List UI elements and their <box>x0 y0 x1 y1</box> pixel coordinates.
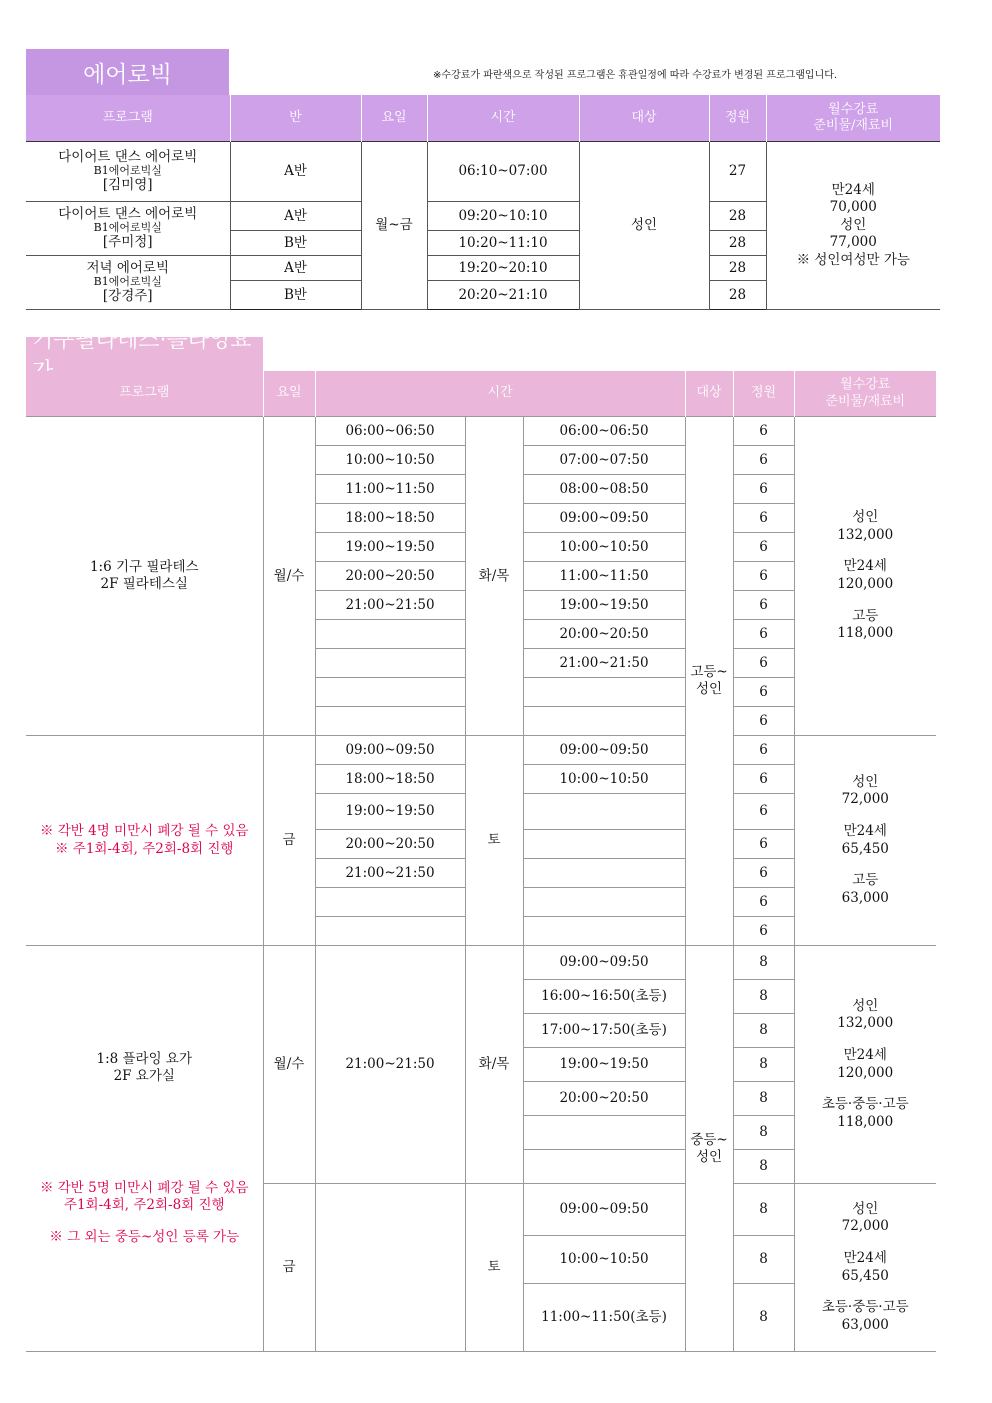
capacity-cell: 6 <box>733 620 794 649</box>
time-cell: 19:00~19:50 <box>315 533 465 562</box>
time-cell <box>523 794 685 830</box>
aerobic-schedule-table <box>26 95 940 310</box>
time-cell: 19:00~19:50 <box>523 1048 685 1082</box>
target-cell: 고등~ 성인 <box>685 417 733 946</box>
time-cell <box>523 859 685 888</box>
capacity-cell: 28 <box>709 202 766 231</box>
pilates-notes-cell: ※ 각반 4명 미만시 폐강 될 수 있음 ※ 주1회-4회, 주2회-8회 진행 <box>26 736 263 946</box>
header-program: 프로그램 <box>26 95 230 142</box>
time-cell <box>315 1184 465 1352</box>
aerobic-section-title: 에어로빅 <box>26 49 229 95</box>
target-cell: 성인 <box>579 142 709 310</box>
day-cell: 월/수 <box>263 417 315 736</box>
program-cell: 저녁 에어로빅 B1에어로빅실 [강경주] <box>26 256 230 310</box>
time-cell: 06:00~06:50 <box>315 417 465 446</box>
time-cell: 21:00~21:50 <box>315 859 465 888</box>
capacity-cell: 8 <box>733 1236 794 1284</box>
capacity-cell: 6 <box>733 591 794 620</box>
header-fee: 월수강료 준비물/재료비 <box>766 95 940 142</box>
class-cell: A반 <box>230 142 361 202</box>
time-cell: 10:00~10:50 <box>315 446 465 475</box>
time-cell: 09:20~10:10 <box>427 202 579 231</box>
capacity-cell: 6 <box>733 417 794 446</box>
yoga-program-cell: 1:8 플라잉 요가 2F 요가실 ※ 각반 5명 미만시 폐강 될 수 있음 주1회-4회, 주2회-8회 진행 ※ 그 외는 중등~성인 등록 가능 <box>26 946 263 1352</box>
capacity-cell: 6 <box>733 888 794 917</box>
time-cell: 21:00~21:50 <box>523 649 685 678</box>
capacity-cell: 8 <box>733 1082 794 1116</box>
class-cell: A반 <box>230 256 361 281</box>
time-cell: 06:10~07:00 <box>427 142 579 202</box>
header-capacity: 정원 <box>733 371 794 417</box>
time-cell <box>523 707 685 736</box>
capacity-cell: 6 <box>733 765 794 794</box>
time-cell: 10:00~10:50 <box>523 1236 685 1284</box>
class-cell: B반 <box>230 281 361 310</box>
time-cell: 20:00~20:50 <box>523 1082 685 1116</box>
time-cell: 18:00~18:50 <box>315 504 465 533</box>
capacity-cell: 28 <box>709 281 766 310</box>
fee-cell: 만24세 70,000 성인 77,000 ※ 성인여성만 가능 <box>766 142 940 310</box>
time-cell <box>523 678 685 707</box>
time-cell: 17:00~17:50(초등) <box>523 1014 685 1048</box>
time-cell <box>315 888 465 917</box>
days-cell: 월~금 <box>361 142 427 310</box>
header-target: 대상 <box>579 95 709 142</box>
time-cell <box>523 917 685 946</box>
capacity-cell: 6 <box>733 830 794 859</box>
time-cell <box>315 649 465 678</box>
time-cell: 11:00~11:50 <box>315 475 465 504</box>
time-cell: 09:00~09:50 <box>315 736 465 765</box>
time-cell: 09:00~09:50 <box>523 736 685 765</box>
capacity-cell: 6 <box>733 736 794 765</box>
day-cell: 금 <box>263 736 315 946</box>
time-cell <box>523 888 685 917</box>
time-cell: 16:00~16:50(초등) <box>523 980 685 1014</box>
capacity-cell: 6 <box>733 649 794 678</box>
day-cell: 토 <box>465 1184 523 1352</box>
target-cell: 중등~ 성인 <box>685 946 733 1352</box>
time-cell <box>315 620 465 649</box>
capacity-cell: 8 <box>733 980 794 1014</box>
time-cell: 20:20~21:10 <box>427 281 579 310</box>
time-cell <box>315 707 465 736</box>
day-cell: 토 <box>465 736 523 946</box>
time-cell: 11:00~11:50(초등) <box>523 1284 685 1352</box>
program-cell: 다이어트 댄스 에어로빅 B1에어로빅실 [주미정] <box>26 202 230 256</box>
table-row <box>26 946 936 980</box>
time-cell <box>523 1150 685 1184</box>
time-cell: 10:00~10:50 <box>523 533 685 562</box>
time-cell: 11:00~11:50 <box>523 562 685 591</box>
capacity-cell: 6 <box>733 475 794 504</box>
capacity-cell: 6 <box>733 917 794 946</box>
pilates-yoga-schedule-table <box>26 371 936 1352</box>
time-cell <box>315 917 465 946</box>
day-cell: 화/목 <box>465 946 523 1184</box>
capacity-cell: 8 <box>733 1116 794 1150</box>
capacity-cell: 6 <box>733 562 794 591</box>
header-time: 시간 <box>427 95 579 142</box>
class-cell: A반 <box>230 202 361 231</box>
fee-cell: 성인 132,000 만24세 120,000 초등·중등·고등 118,000 <box>794 946 936 1184</box>
header-days: 요일 <box>361 95 427 142</box>
capacity-cell: 8 <box>733 1014 794 1048</box>
class-cell: B반 <box>230 231 361 256</box>
time-cell: 09:00~09:50 <box>523 1184 685 1236</box>
time-cell: 21:00~21:50 <box>315 591 465 620</box>
time-cell: 06:00~06:50 <box>523 417 685 446</box>
capacity-cell: 8 <box>733 1150 794 1184</box>
capacity-cell: 8 <box>733 1284 794 1352</box>
program-cell: 다이어트 댄스 에어로빅 B1에어로빅실 [김미영] <box>26 142 230 202</box>
header-fee: 월수강료 준비물/재료비 <box>794 371 936 417</box>
header-days: 요일 <box>263 371 315 417</box>
day-cell: 화/목 <box>465 417 523 736</box>
time-cell: 09:00~09:50 <box>523 504 685 533</box>
time-cell <box>523 1116 685 1150</box>
time-cell <box>315 678 465 707</box>
capacity-cell: 6 <box>733 707 794 736</box>
time-cell: 10:00~10:50 <box>523 765 685 794</box>
time-cell: 09:00~09:50 <box>523 946 685 980</box>
header-program: 프로그램 <box>26 371 263 417</box>
time-cell <box>523 830 685 859</box>
time-cell: 19:00~19:50 <box>315 794 465 830</box>
time-cell: 07:00~07:50 <box>523 446 685 475</box>
time-cell: 19:20~20:10 <box>427 256 579 281</box>
fee-cell: 성인 72,000 만24세 65,450 초등·중등·고등 63,000 <box>794 1184 936 1352</box>
capacity-cell: 6 <box>733 794 794 830</box>
time-cell: 10:20~11:10 <box>427 231 579 256</box>
time-cell: 08:00~08:50 <box>523 475 685 504</box>
time-cell: 20:00~20:50 <box>523 620 685 649</box>
capacity-cell: 8 <box>733 946 794 980</box>
capacity-cell: 6 <box>733 446 794 475</box>
time-cell: 20:00~20:50 <box>315 830 465 859</box>
pilates-section-title: 기구필라테스·플라잉요 <box>26 337 263 371</box>
fee-cell: 성인 72,000 만24세 65,450 고등 63,000 <box>794 736 936 946</box>
header-class: 반 <box>230 95 361 142</box>
pilates-program-cell: 1:6 기구 필라테스 2F 필라테스실 <box>26 417 263 736</box>
capacity-cell: 8 <box>733 1048 794 1082</box>
capacity-cell: 28 <box>709 231 766 256</box>
fee-change-note: ※수강료가 파란색으로 작성된 프로그램은 휴관일정에 따라 수강료가 변경된 프로그램입니다. <box>433 70 838 81</box>
header-time: 시간 <box>315 371 685 417</box>
capacity-cell: 27 <box>709 142 766 202</box>
table-row <box>26 736 936 765</box>
capacity-cell: 6 <box>733 533 794 562</box>
table-row <box>26 417 936 446</box>
capacity-cell: 8 <box>733 1184 794 1236</box>
header-target: 대상 <box>685 371 733 417</box>
time-cell: 19:00~19:50 <box>523 591 685 620</box>
header-capacity: 정원 <box>709 95 766 142</box>
time-cell: 21:00~21:50 <box>315 946 465 1184</box>
capacity-cell: 6 <box>733 859 794 888</box>
fee-cell: 성인 132,000 만24세 120,000 고등 118,000 <box>794 417 936 736</box>
capacity-cell: 6 <box>733 504 794 533</box>
time-cell: 20:00~20:50 <box>315 562 465 591</box>
capacity-cell: 28 <box>709 256 766 281</box>
time-cell: 18:00~18:50 <box>315 765 465 794</box>
day-cell: 월/수 <box>263 946 315 1184</box>
day-cell: 금 <box>263 1184 315 1352</box>
capacity-cell: 6 <box>733 678 794 707</box>
